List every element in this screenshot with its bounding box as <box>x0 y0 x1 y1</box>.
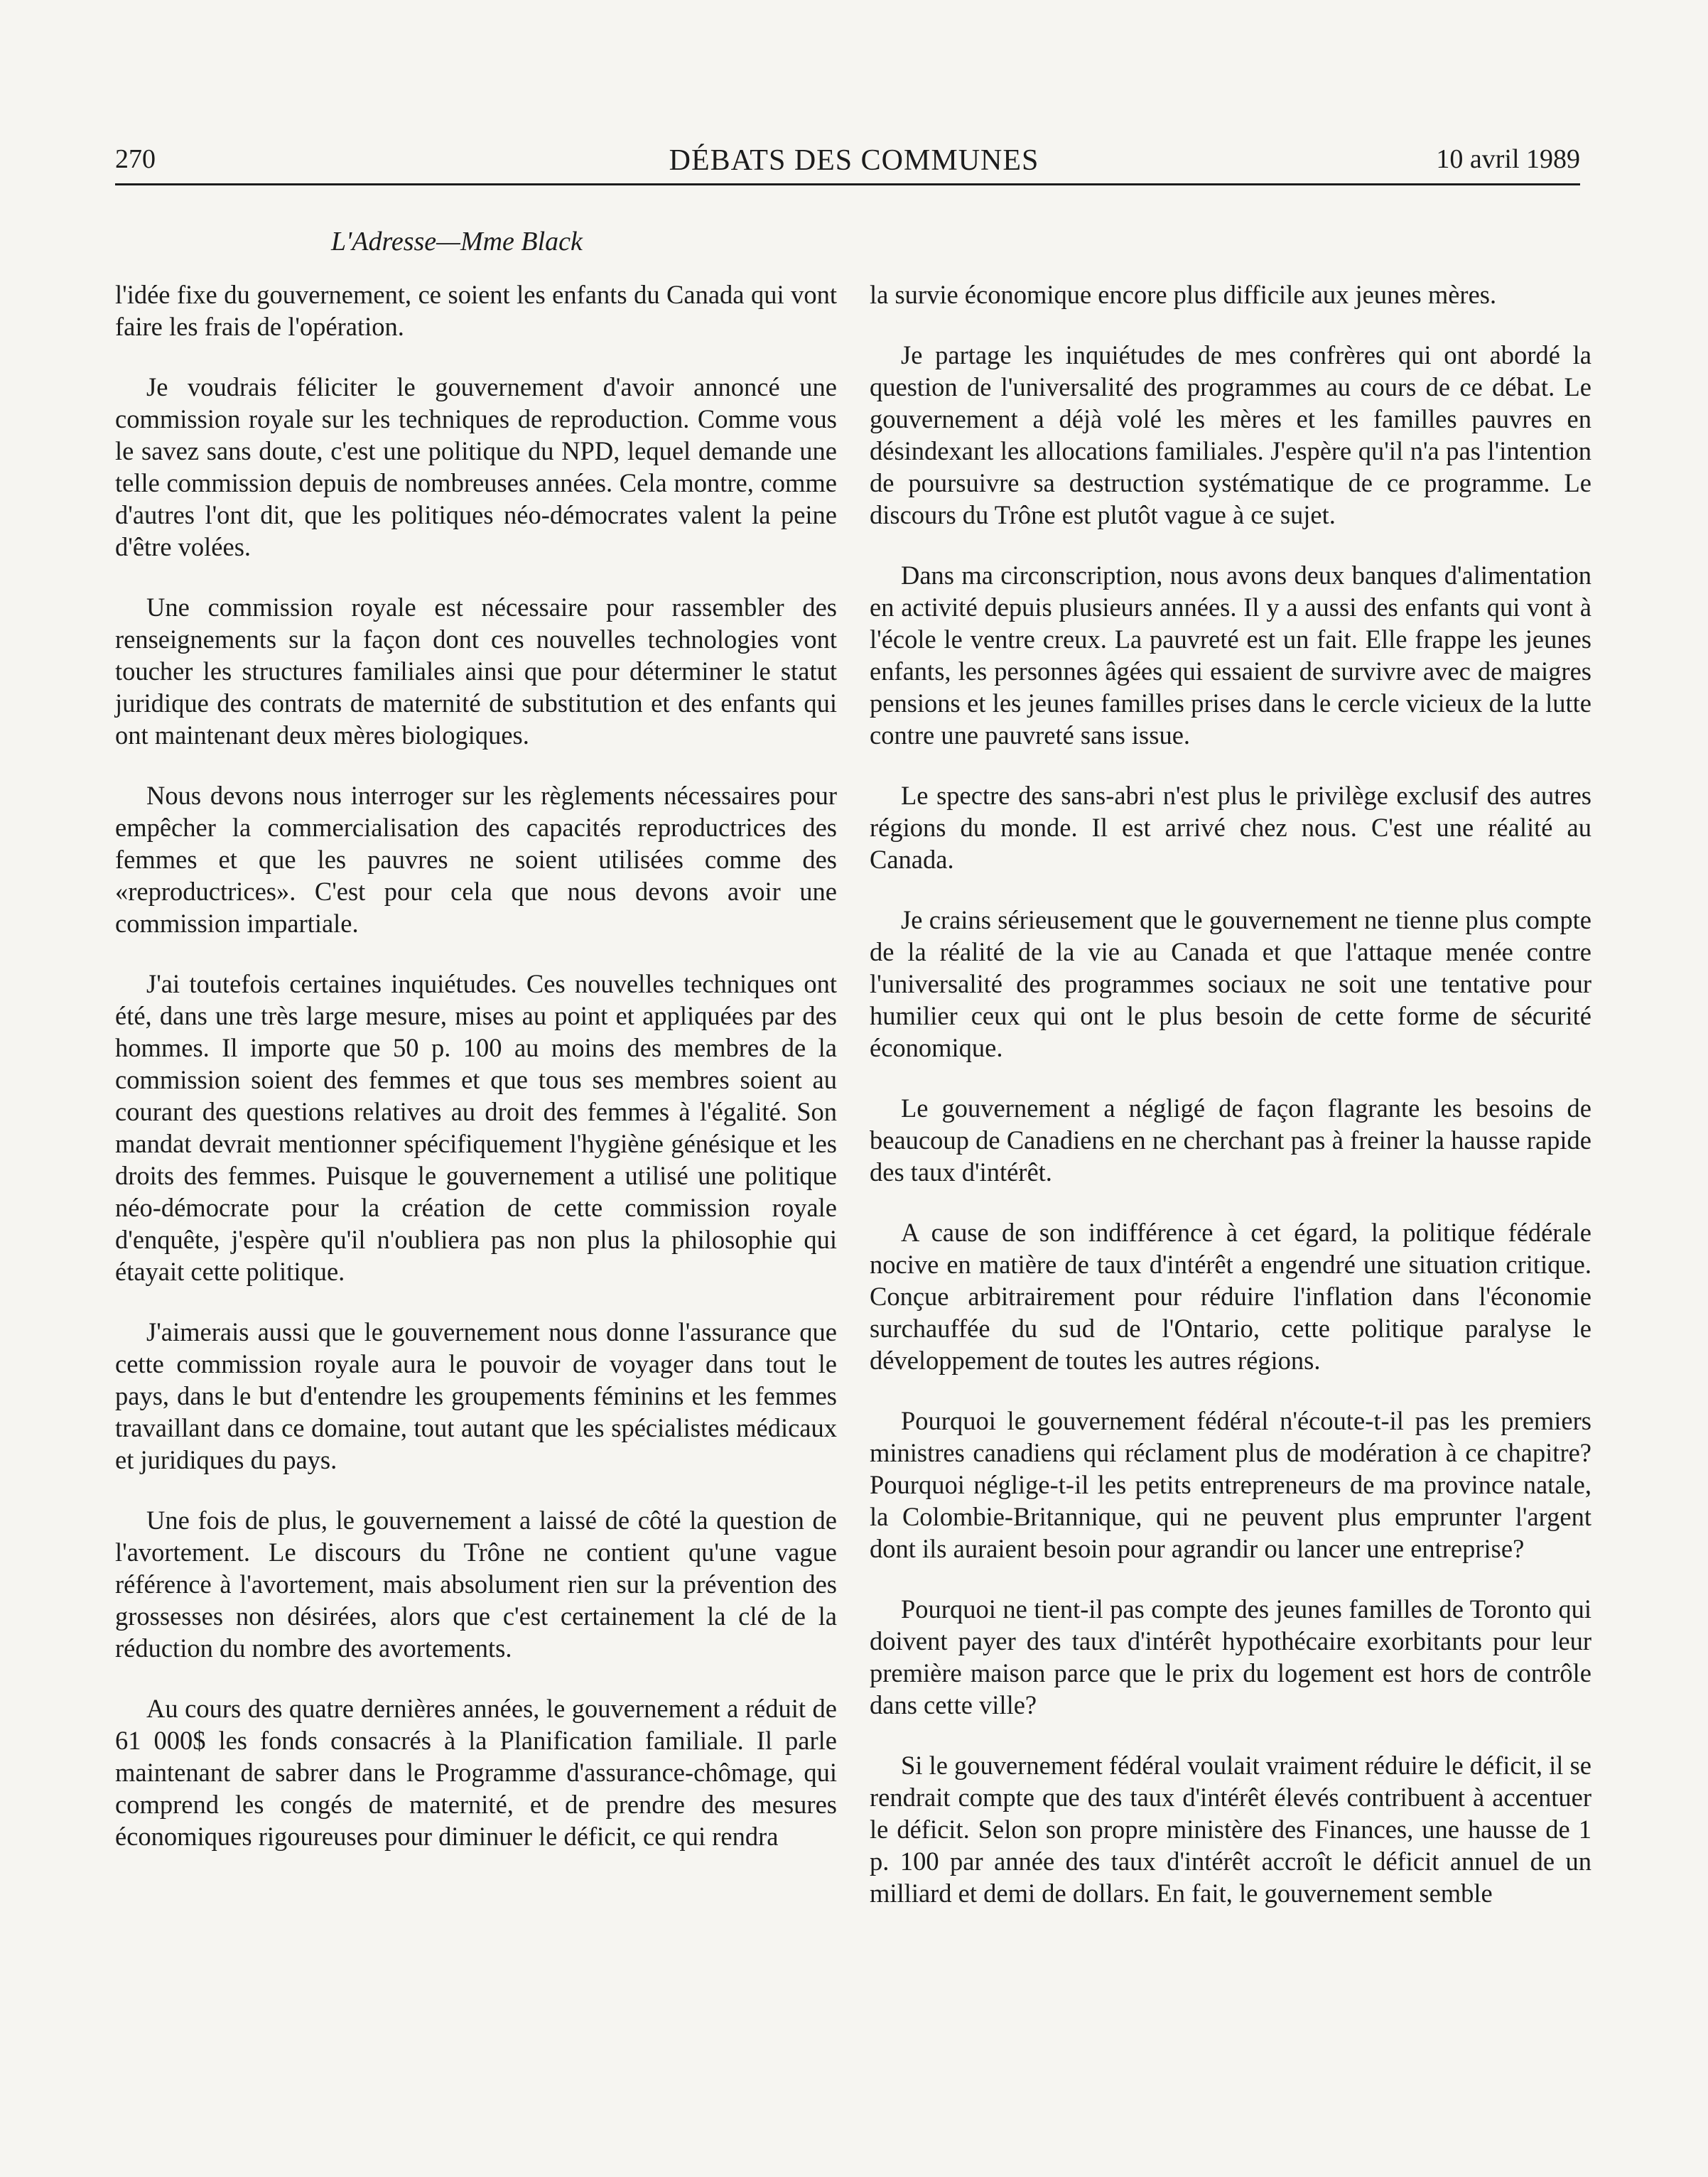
right-column <box>870 279 1591 1938</box>
paragraph: Le gouvernement a négligé de façon flagrante les besoins de beaucoup de Canadiens en ne cherchant pas à freiner la hausse rapide des taux d'intérêt. <box>870 1093 1591 1187</box>
paragraph: Nous devons nous interroger sur les règlements nécessaires pour empêcher la commercialisation des capacités reproductrices des femmes et que les pauvres ne soient utilisées comme des «reproductrices». C'est pour cela que nous devons avoir une commission impartiale. <box>115 781 837 938</box>
paragraph: la survie économique encore plus difficile aux jeunes mères. <box>870 280 1497 309</box>
paragraph: Une fois de plus, le gouvernement a laissé de côté la question de l'avortement. Le discours du Trône ne contient qu'une vague référence à l'avortement, mais absolument rien sur la prévention des grossesses non désirées, alors que c'est certainement la clé de la réduction du nombre des avortements. <box>115 1506 837 1663</box>
paragraph: l'idée fixe du gouvernement, ce soient les enfants du Canada qui vont faire les frais de l'opération. <box>115 280 837 341</box>
left-column <box>115 279 837 1881</box>
page-title: DÉBATS DES COMMUNES <box>669 144 1039 177</box>
page-date: 10 avril 1989 <box>1436 144 1580 174</box>
paragraph: Pourquoi le gouvernement fédéral n'écoute-t-il pas les premiers ministres canadiens qui réclament plus de modération à ce chapitre? Pourquoi néglige-t-il les petits entrepreneurs de ma province natale, la Colombie-Britannique, qui ne peuvent plus emprunter l'argent dont ils auraient besoin pour agrandir ou lancer une entreprise? <box>870 1406 1591 1563</box>
paragraph: A cause de son indifférence à cet égard, la politique fédérale nocive en matière de taux d'intérêt a engendré une situation critique. Conçue arbitrairement pour réduire l'inflation dans l'économie surchauffée du sud de l'Ontario, cette politique paralyse le développement de toutes les autres régions. <box>870 1218 1591 1375</box>
paragraph: Je voudrais féliciter le gouvernement d'avoir annoncé une commission royale sur les techniques de reproduction. Comme vous le savez sans doute, c'est une politique du NPD, lequel demande une telle commission depuis de nombreuses années. Cela montre, comme d'autres l'ont dit, que les politiques néo-démocrates valent la peine d'être volées. <box>115 372 837 561</box>
paragraph: Dans ma circonscription, nous avons deux banques d'alimentation en activité depuis plusieurs années. Il y a aussi des enfants qui vont à l'école le ventre creux. La pauvreté est un fait. Elle frappe les jeunes enfants, les personnes âgées qui essaient de survivre avec de maigres pensions et les jeunes familles prises dans le cercle vicieux de la lutte contre une pauvreté sans issue. <box>870 561 1591 750</box>
paragraph: J'ai toutefois certaines inquiétudes. Ces nouvelles techniques ont été, dans une très large mesure, mises au point et appliquées par des hommes. Il importe que 50 p. 100 au moins des membres de la commission soient des femmes et que tous ses membres soient au courant des questions relatives au droit des femmes à l'égalité. Son mandat devrait mentionner spécifiquement l'hygiène génésique et les droits des femmes. Puisque le gouvernement a utilisé une politique néo-démocrate pour la création de cette commission royale d'enquête, j'espère qu'il n'oubliera pas non plus la philosophie qui étayait cette politique. <box>115 969 837 1286</box>
paragraph: J'aimerais aussi que le gouvernement nous donne l'assurance que cette commission royale aura le pouvoir de voyager dans tout le pays, dans le but d'entendre les groupements féminins et les femmes travaillant dans ce domaine, tout autant que les spécialistes médicaux et juridiques du pays. <box>115 1317 837 1474</box>
paragraph: Je crains sérieusement que le gouvernement ne tienne plus compte de la réalité de la vie au Canada et que l'attaque menée contre l'universalité des programmes sociaux ne soit une tentative pour humilier ceux qui ont le plus besoin de cette forme de sécurité économique. <box>870 905 1591 1062</box>
paragraph: Pourquoi ne tient-il pas compte des jeunes familles de Toronto qui doivent payer des taux d'intérêt hypothécaire exorbitants pour leur première maison parce que le prix du logement est hors de contrôle dans cette ville? <box>870 1594 1591 1719</box>
running-head: L'Adresse—Mme Black <box>331 227 583 256</box>
page-number: 270 <box>115 144 156 174</box>
paragraph: Le spectre des sans-abri n'est plus le privilège exclusif des autres régions du monde. Il est arrivé chez nous. C'est une réalité au Canada. <box>870 781 1591 874</box>
paragraph: Je partage les inquiétudes de mes confrères qui ont abordé la question de l'universalité des programmes au cours de ce débat. Le gouvernement a déjà volé les mères et les familles pauvres en désindexant les allocations familiales. J'espère qu'il n'a pas l'intention de poursuivre sa destruction systématique de ce programme. Le discours du Trône est plutôt vague à ce sujet. <box>870 340 1591 529</box>
paragraph: Une commission royale est nécessaire pour rassembler des renseignements sur la façon dont ces nouvelles technologies vont toucher les structures familiales ainsi que pour déterminer le statut juridique des contrats de maternité de substitution et des enfants qui ont maintenant deux mères biologiques. <box>115 593 837 750</box>
paragraph: Au cours des quatre dernières années, le gouvernement a réduit de 61 000$ les fonds consacrés à la Planification familiale. Il parle maintenant de sabrer dans le Programme d'assurance-chômage, qui comprend les congés de maternité, et de prendre des mesures économiques rigoureuses pour diminuer le déficit, ce qui rendra <box>115 1694 837 1851</box>
header-rule <box>115 183 1580 185</box>
paragraph: Si le gouvernement fédéral voulait vraiment réduire le déficit, il se rendrait compte que des taux d'intérêt élevés contribuent à accentuer le déficit. Selon son propre ministère des Finances, une hausse de 1 p. 100 par année des taux d'intérêt accroît le déficit annuel de un milliard et demi de dollars. En fait, le gouvernement semble <box>870 1751 1591 1908</box>
